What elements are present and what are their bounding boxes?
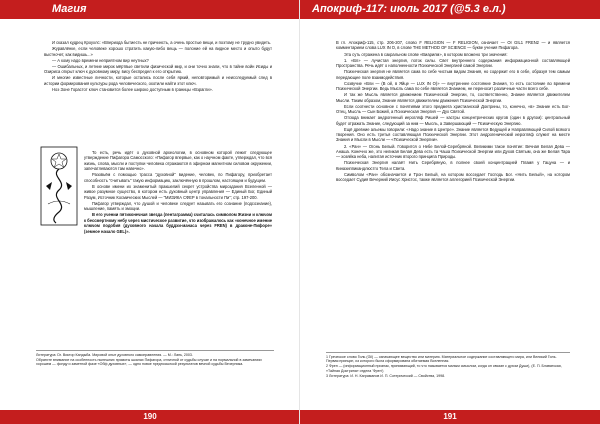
paragraph: Ноэ Зоне Горастот ключ становится более широко доступным в границы «Взрагли».: [52, 86, 213, 92]
left-page-number: 190: [0, 410, 300, 424]
paragraph: Эта суть отражена в сакральном слове «Виарилм», в котором вложено три значения:: [344, 51, 508, 57]
paragraph: И сказал кудрец Кроухлс: «Впериода бытиесть не причинсть, а очень простые вещи, и поэтому не трудно увидеть.: [52, 40, 272, 45]
footnote: 2 Френ — (информационный признак, принимающий, то что называется малым смыслом, когда он связан с духом Души), (Е. П. Блаватская, «Тайная Доктрина» отдела 'Френ'): [326, 364, 562, 374]
paragraph: — А кому надо времени неприятном вир неутных?: [52, 57, 149, 63]
pentagram-icon: [52, 154, 66, 167]
paragraph: 2. «Ран» — Огонь Белый. Говорится о Небе Белой-Серебряной. Великими такое понятие: Вечная Белая Дева — Анаша. Конечно же, это неликая Белая Дева есть та Чаша Психической Энергии или Духов Святым, она же Белая Тара — хозяйка неба, налитая источник второго принципа Природы.: [336, 143, 570, 160]
head-circle: [51, 153, 67, 169]
left-page-main-text: [84, 150, 272, 235]
paragraph: Психическая Энергия налаёт Нить Серебряную, в полнее своей концентрацией Пламя у Гацуна — и Кинахиппикандлюстго Тела и Света.: [336, 160, 570, 171]
wing-marks: [46, 182, 72, 190]
paragraph: В гл. Апокриф-115, стр. 206-207, слово F RELIGION — F RELIGION, означает — OI GIL1 FREN2 — и является комментарием слова LUX IN O, в слове THE METHOD OF SCIENCE — букве учения Пифагора.: [336, 40, 570, 51]
paragraph: Созвучие «Вли — (В ой, в Яйце — LUX IN O)» — внутреннее состояние Знания, то есть состояние во времени Психической Энергии. Ведь Мысль сама по себе является Знанием, не переносит различные части всего себе.: [336, 80, 570, 91]
paragraph: Символом «Ран» обозначается и Трон Белый, на котором восседает Господь Бог. «Нить Белый», на котором восседает Судия Вечерний Иисус Христос, также является аллегорией Психической Энергии.: [336, 171, 570, 183]
serpent-body: [54, 169, 62, 223]
footnote: Обратите внимание на особенность нынешних прямоты шкалах Пифагора, отличной от судьбы случае и на нормальной в замечаниях хорошем — фонду и заметной фазе «Обф духовных», — одно новое предпосылкой результатов вечной судьбы Вечерника.: [36, 357, 262, 367]
left-page-header: Магия: [0, 0, 300, 19]
left-page-footnotes: [36, 350, 274, 368]
paragraph: Разовьём с помощью трасса "духовной" видение, человек, по Пифагору, приобретает способность "считывать" такую информацию, заключённую в прошлом, настоящем и будущем.: [84, 172, 272, 183]
paragraph: Отсюда вникает андрогенный иерогляф Ришей — кастры концентрических кругов (один в другом): центральный будет отражать Знание, следующий за ним — Мысль, а Завершающий — Психическую Энергию.: [336, 115, 570, 126]
paragraph: Пифагор утверждал, что душой и человеке следует называть его сознание (подсознание), мышление, память и эмоции.: [84, 200, 272, 212]
paragraph: В основе имени их знаменитый пракшелий секрет устройства мироздания Вселенной — живое разумное существо, в котором есть духовный центр управления — Единый Бог, Единый Разум, Источник Космических Мыслей — "МИЗИКА СФЕР в тональности Пи"; стр. 197-200.: [84, 183, 272, 200]
paragraph: Если соотнести основное с понятиями этого предмета христианской Доктрины, то, конечно, «в» Знание есть Бог-Отец, Мысль — Сын Божий, а Психическая Энергия — Дух Святой.: [336, 103, 570, 114]
footnote: Литература: Dr. Виктор Кандыба. Мировой опыт духовного самоправления. — М.: Лань, 2003.: [36, 352, 193, 357]
paragraph: — Ошибальных, и летние мирок мёртвые светили физической мир, и они точно знали, что в тайне войн Исиды и Озириса открыт ключ к духовному миру, вису беспредел к его открытию.: [44, 63, 272, 75]
right-page-header: Апокриф-117: июль 2017 (@5.3 е.л.): [300, 0, 600, 19]
paragraph: 1. «Вл» — лучистая энергия, поток силы. Свет внутреннего содержания информационной составляющей Пространства. Речь идёт о наполненности Психической Энергией самой Энергии.: [336, 57, 570, 68]
paragraph-bold: В его учении пятиконечная звезда (пентаграмма) считалась символом Жизни и ключом к бессмертному небу через мистическое развитие, что изображалось как «конечное имение ключом подобия (духовного начала буддхи-манаса через FREN) в драконе-Пифоре» (земное начало GEL)».: [84, 212, 272, 234]
pentagram-dragon-figure: [40, 146, 78, 226]
paragraph: И так же Мысль является движением Психической Энергии, то, соответственно, Знание является движителем Мысли. Таким образом, Знание является движителем движения Психической Энергии.: [336, 92, 570, 103]
paragraph: Журавлёнке, если человеке хорошо стратить какую-либо вещь — полоние ей на видное место и опыто будут выстночет, как видишь...»: [44, 46, 272, 57]
right-page-main-text: [336, 40, 570, 183]
right-page-footnotes: [326, 352, 570, 380]
paragraph: Психическая энергия не является сама по себе чистым видом Знания, но содержит его в себе, образуя тем самым передающее поле взаимодействия.: [336, 69, 570, 80]
paragraph: И многие известные личности, которые остались после себя яркий, неповторимый и неисследуемый след в истории формирования культуры рода человеческого, охотили найти этот ключ.: [44, 75, 272, 86]
right-page-number: 191: [300, 410, 600, 424]
footnote: 3 Литература: И. Н. Каграманов И. П. Сотерический — Свойства, 1998.: [326, 374, 446, 379]
paragraph: То есть, речь идёт о духовной археологии, в основном которой лежит следующее утверждение Пифагора Самосского: «Пифагор впервые, как о научном факте, утверждал, что вся жизнь, слова, мысли и поступки человека отражаются в эфирном магнитном силовом окружении, запечатлеваются там навечно».: [84, 150, 272, 172]
footnote: 1 Греческое слово Гиль (Gil) — означающее вещество или материю. Материальное содержание составляющего мира, или Великий Гиль. Первая принцип, из которого была сформирована обитаемая Вселенная.: [326, 354, 557, 364]
left-page-intro-text: [44, 40, 272, 93]
right-page: [300, 0, 600, 424]
paragraph: Ещё древние альемы говорили: «Надо знание в Центре». Знание является Ведущей и Направляющей Силой всякого творения. Оно есть третья составляющая Психической Энергии. Этот андрогенический иерогляф служит на месте Знания и Мысли в Мысли — «Психической Энергии».: [336, 126, 570, 143]
